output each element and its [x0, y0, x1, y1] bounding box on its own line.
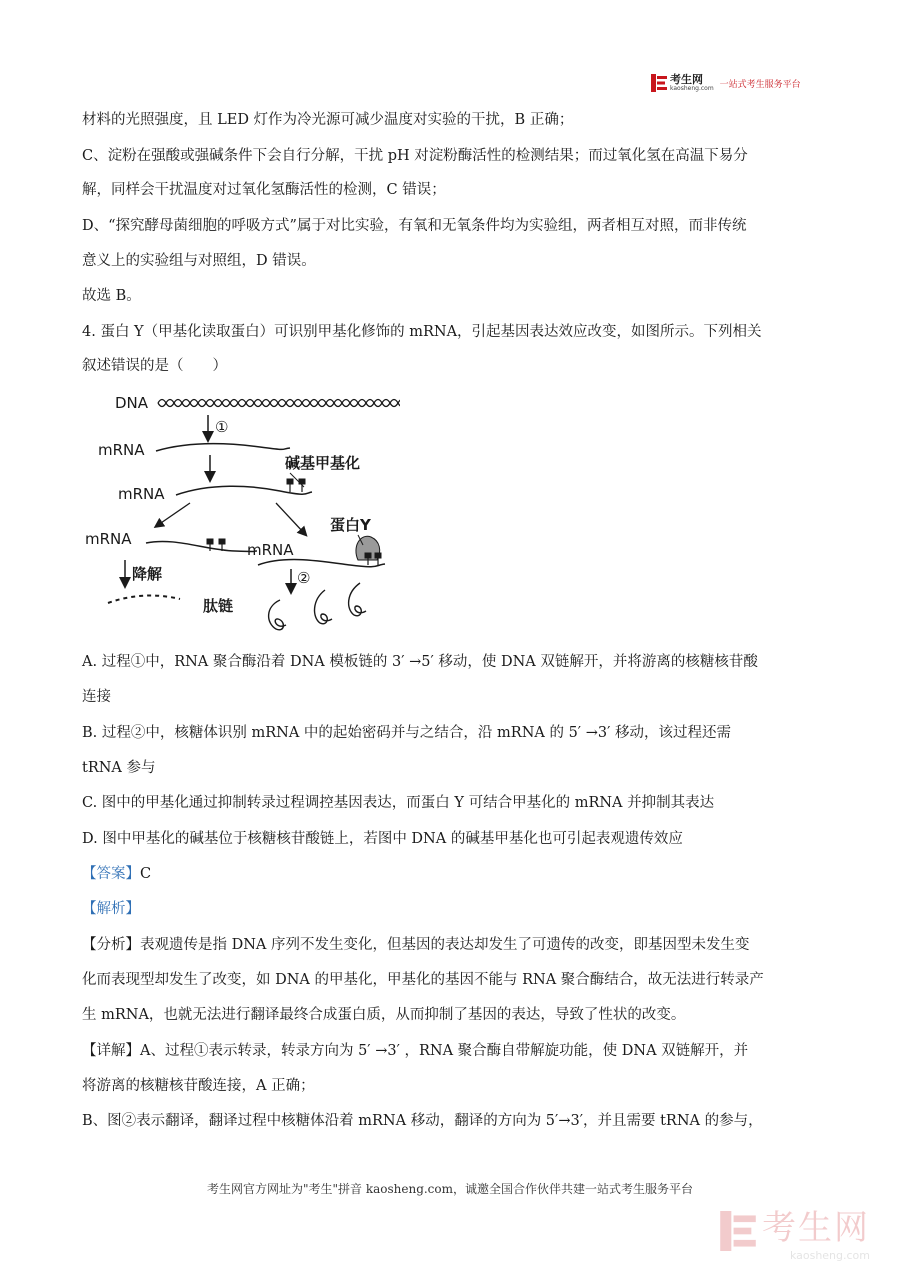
text-line: 意义上的实验组与对照组，D 错误。: [82, 253, 316, 269]
text-line: 材料的光照强度，且 LED 灯作为冷光源可减少温度对实验的干扰，B 正确；: [82, 112, 574, 128]
option-c: C. 图中的甲基化通过抑制转录过程调控基因表达，而蛋白 Y 可结合甲基化的 mRNA 并抑制其表达: [82, 795, 715, 811]
arrow-branch-left: [158, 503, 190, 525]
mrna-strand: [156, 444, 290, 451]
option-b: B. 过程②中，核糖体识别 mRNA 中的起始密码并与之结合，沿 mRNA 的 5′ →3′ 移动，该过程还需: [82, 725, 731, 741]
peptide-chains: [269, 583, 366, 630]
option-a: A. 过程①中，RNA 聚合酶沿着 DNA 模板链的 3′ →5′ 移动，使 DNA 双链解开，并将游离的核糖核苷酸: [82, 654, 758, 670]
protein-y-label: 蛋白Y: [330, 516, 371, 534]
watermark-logo-icon: [720, 1211, 756, 1251]
analysis-label-line: [82, 899, 140, 919]
mrna-strand: [176, 486, 312, 495]
answer-value: C: [140, 866, 152, 882]
question-stem: 4. 蛋白 Y（甲基化读取蛋白）可识别甲基化修饰的 mRNA，引起基因表达效应改变，如图所示。下列相关: [82, 324, 762, 340]
brand-name: 考生网: [670, 73, 703, 86]
mrna-strand: [258, 560, 385, 567]
mrna-label-1: mRNA: [98, 441, 145, 459]
analysis-line: 【详解】A、过程①表示转录，转录方向为 5′ →3′ ，RNA 聚合酶自带解旋功能，使 DNA 双链解开，并: [82, 1043, 749, 1059]
mrna-strand: [146, 541, 257, 551]
option-a-cont: 连接: [82, 689, 111, 705]
methyl-group-mark: [287, 479, 305, 492]
text-line: 解，同样会干扰温度对过氧化氢酶活性的检测，C 错误；: [82, 182, 446, 198]
analysis-line: 【分析】表观遗传是指 DNA 序列不发生变化，但基因的表达却发生了可遗传的改变，即基因型未发生变: [82, 937, 750, 953]
text-line: D、“探究酵母菌细胞的呼吸方式”属于对比实验，有氧和无氧条件均为实验组，两者相互对照，而非传统: [82, 218, 747, 234]
text-line: 故选 B。: [82, 288, 141, 304]
analysis-line: B、图②表示翻译，翻译过程中核糖体沿着 mRNA 移动，翻译的方向为 5′→3′，并且需要 tRNA 的参与，: [82, 1113, 763, 1129]
answer-label: 【答案】: [82, 866, 140, 882]
text-line: C、淀粉在强酸或强碱条件下会自行分解，干扰 pH 对淀粉酶活性的检测结果；而过氧化氢在高温下易分: [82, 148, 748, 164]
step2-label: ②: [297, 569, 311, 587]
analysis-line: 化而表现型却发生了改变，如 DNA 的甲基化，甲基化的基因不能与 RNA 聚合酶结合，故无法进行转录产: [82, 972, 764, 988]
kaosheng-logo-icon: [651, 74, 667, 92]
page-footer: 考生网官方网址为"考生"拼音 kaosheng.com，诚邀全国合作伙伴共建一站式考生服务平台: [206, 1182, 694, 1196]
watermark-domain: kaosheng.com: [789, 1249, 870, 1262]
dna-label: DNA: [115, 394, 149, 412]
peptide-label: 肽链: [203, 597, 234, 615]
question-stem: 叙述错误的是（ ）: [82, 358, 227, 374]
brand-slogan: 一站式考生服务平台: [719, 79, 801, 90]
mrna-label-4: mRNA: [247, 541, 294, 559]
gene-expression-diagram: [80, 385, 400, 635]
dna-double-helix: [158, 400, 400, 407]
watermark: [720, 1200, 870, 1262]
methylation-label: 碱基甲基化: [285, 454, 361, 472]
answer-line: [82, 864, 151, 884]
degraded-rna-fragments: [108, 596, 180, 603]
watermark-text: 考生网: [762, 1208, 870, 1248]
arrow-branch-right: [276, 503, 304, 533]
option-d: D. 图中甲基化的碱基位于核糖核苷酸链上，若图中 DNA 的碱基甲基化也可引起表观遗传效应: [82, 831, 683, 847]
analysis-label: 【解析】: [82, 901, 140, 917]
option-b-cont: tRNA 参与: [82, 760, 156, 776]
mrna-label-2: mRNA: [118, 485, 165, 503]
step1-label: ①: [215, 418, 229, 436]
brand-domain: kaosheng.com: [670, 85, 714, 92]
analysis-line: 生 mRNA，也就无法进行翻译最终合成蛋白质，从而抑制了基因的表达，导致了性状的改变。: [82, 1007, 686, 1023]
mrna-label-3: mRNA: [85, 530, 132, 548]
degrade-label: 降解: [132, 565, 163, 583]
analysis-line: 将游离的核糖核苷酸连接，A 正确；: [82, 1078, 315, 1094]
header-logo: [651, 74, 801, 92]
